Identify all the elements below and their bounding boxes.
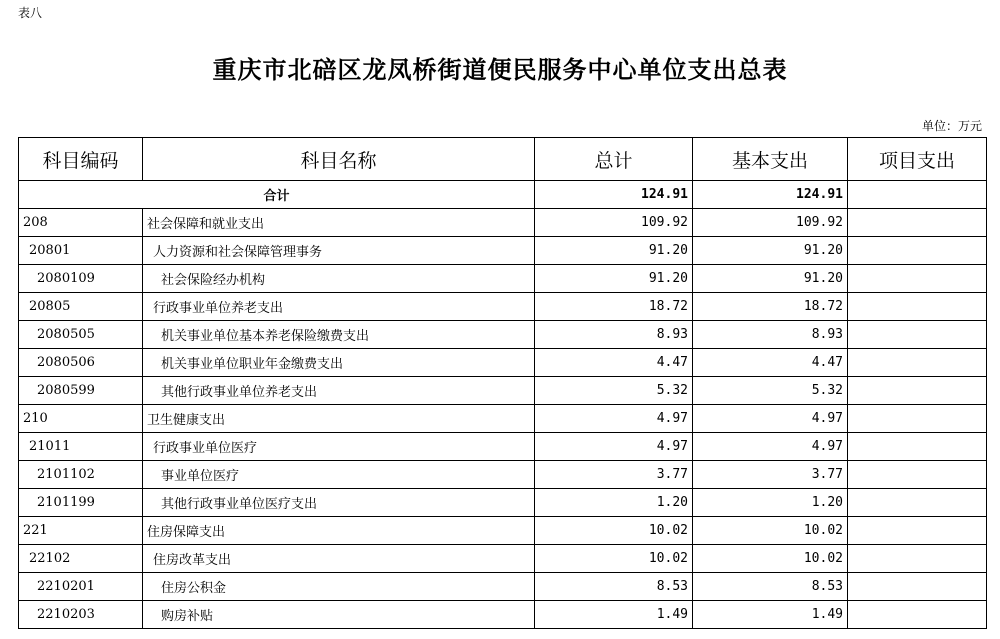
row-total: 10.02 bbox=[535, 517, 693, 545]
row-basic: 4.97 bbox=[693, 433, 848, 461]
table-row bbox=[19, 461, 987, 489]
row-basic: 91.20 bbox=[693, 265, 848, 293]
row-total: 91.20 bbox=[535, 265, 693, 293]
row-code: 22102 bbox=[19, 545, 143, 573]
row-name: 行政事业单位养老支出 bbox=[143, 293, 535, 321]
row-name: 住房公积金 bbox=[143, 573, 535, 601]
row-code: 221 bbox=[19, 517, 143, 545]
row-project bbox=[848, 601, 987, 629]
row-project bbox=[848, 321, 987, 349]
row-project bbox=[848, 433, 987, 461]
row-basic: 5.32 bbox=[693, 377, 848, 405]
row-project bbox=[848, 461, 987, 489]
row-total: 109.92 bbox=[535, 209, 693, 237]
row-basic: 10.02 bbox=[693, 545, 848, 573]
row-total: 3.77 bbox=[535, 461, 693, 489]
row-total: 8.93 bbox=[535, 321, 693, 349]
expenditure-table bbox=[18, 137, 987, 629]
table-row bbox=[19, 545, 987, 573]
header-project: 项目支出 bbox=[848, 138, 987, 181]
row-name: 机关事业单位职业年金缴费支出 bbox=[143, 349, 535, 377]
row-project bbox=[848, 265, 987, 293]
header-name: 科目名称 bbox=[143, 138, 535, 181]
total-project bbox=[848, 181, 987, 209]
row-code: 2080506 bbox=[19, 349, 143, 377]
row-project bbox=[848, 293, 987, 321]
row-total: 4.47 bbox=[535, 349, 693, 377]
total-label: 合计 bbox=[19, 181, 535, 209]
row-total: 1.20 bbox=[535, 489, 693, 517]
table-row bbox=[19, 265, 987, 293]
row-code: 208 bbox=[19, 209, 143, 237]
row-basic: 3.77 bbox=[693, 461, 848, 489]
row-code: 2101102 bbox=[19, 461, 143, 489]
table-row bbox=[19, 601, 987, 629]
row-code: 2080505 bbox=[19, 321, 143, 349]
table-row bbox=[19, 209, 987, 237]
table-row bbox=[19, 517, 987, 545]
row-basic: 4.97 bbox=[693, 405, 848, 433]
row-name: 住房保障支出 bbox=[143, 517, 535, 545]
row-code: 2210201 bbox=[19, 573, 143, 601]
row-code: 2210203 bbox=[19, 601, 143, 629]
row-name: 卫生健康支出 bbox=[143, 405, 535, 433]
table-row bbox=[19, 349, 987, 377]
row-project bbox=[848, 377, 987, 405]
row-total: 4.97 bbox=[535, 433, 693, 461]
row-name: 人力资源和社会保障管理事务 bbox=[143, 237, 535, 265]
row-total: 91.20 bbox=[535, 237, 693, 265]
row-project bbox=[848, 349, 987, 377]
row-code: 21011 bbox=[19, 433, 143, 461]
table-row bbox=[19, 489, 987, 517]
document-title: 重庆市北碚区龙凤桥街道便民服务中心单位支出总表 bbox=[212, 55, 788, 84]
table-header-row bbox=[19, 138, 987, 181]
row-code: 2101199 bbox=[19, 489, 143, 517]
row-basic: 91.20 bbox=[693, 237, 848, 265]
row-name: 事业单位医疗 bbox=[143, 461, 535, 489]
row-project bbox=[848, 405, 987, 433]
row-basic: 1.20 bbox=[693, 489, 848, 517]
row-name: 其他行政事业单位养老支出 bbox=[143, 377, 535, 405]
table-row bbox=[19, 293, 987, 321]
table-row bbox=[19, 433, 987, 461]
header-basic: 基本支出 bbox=[693, 138, 848, 181]
row-code: 20805 bbox=[19, 293, 143, 321]
row-name: 住房改革支出 bbox=[143, 545, 535, 573]
row-project bbox=[848, 573, 987, 601]
row-basic: 10.02 bbox=[693, 517, 848, 545]
total-amount: 124.91 bbox=[535, 181, 693, 209]
row-total: 1.49 bbox=[535, 601, 693, 629]
total-row bbox=[19, 181, 987, 209]
row-total: 4.97 bbox=[535, 405, 693, 433]
unit-label: 单位：万元 bbox=[921, 119, 982, 133]
header-code: 科目编码 bbox=[19, 138, 143, 181]
table-number: 表八 bbox=[18, 6, 43, 20]
row-code: 2080599 bbox=[19, 377, 143, 405]
table-row bbox=[19, 377, 987, 405]
row-name: 社会保障和就业支出 bbox=[143, 209, 535, 237]
row-name: 机关事业单位基本养老保险缴费支出 bbox=[143, 321, 535, 349]
row-code: 20801 bbox=[19, 237, 143, 265]
row-total: 18.72 bbox=[535, 293, 693, 321]
table-row bbox=[19, 321, 987, 349]
row-total: 8.53 bbox=[535, 573, 693, 601]
row-total: 5.32 bbox=[535, 377, 693, 405]
row-project bbox=[848, 237, 987, 265]
total-basic: 124.91 bbox=[693, 181, 848, 209]
row-basic: 4.47 bbox=[693, 349, 848, 377]
header-total: 总计 bbox=[535, 138, 693, 181]
row-project bbox=[848, 545, 987, 573]
row-name: 购房补贴 bbox=[143, 601, 535, 629]
row-code: 2080109 bbox=[19, 265, 143, 293]
row-name: 社会保险经办机构 bbox=[143, 265, 535, 293]
row-total: 10.02 bbox=[535, 545, 693, 573]
row-basic: 8.93 bbox=[693, 321, 848, 349]
row-basic: 1.49 bbox=[693, 601, 848, 629]
row-project bbox=[848, 489, 987, 517]
row-name: 行政事业单位医疗 bbox=[143, 433, 535, 461]
row-basic: 109.92 bbox=[693, 209, 848, 237]
row-project bbox=[848, 209, 987, 237]
table-row bbox=[19, 237, 987, 265]
table-row bbox=[19, 405, 987, 433]
row-basic: 8.53 bbox=[693, 573, 848, 601]
row-name: 其他行政事业单位医疗支出 bbox=[143, 489, 535, 517]
row-basic: 18.72 bbox=[693, 293, 848, 321]
row-project bbox=[848, 517, 987, 545]
table-row bbox=[19, 573, 987, 601]
row-code: 210 bbox=[19, 405, 143, 433]
